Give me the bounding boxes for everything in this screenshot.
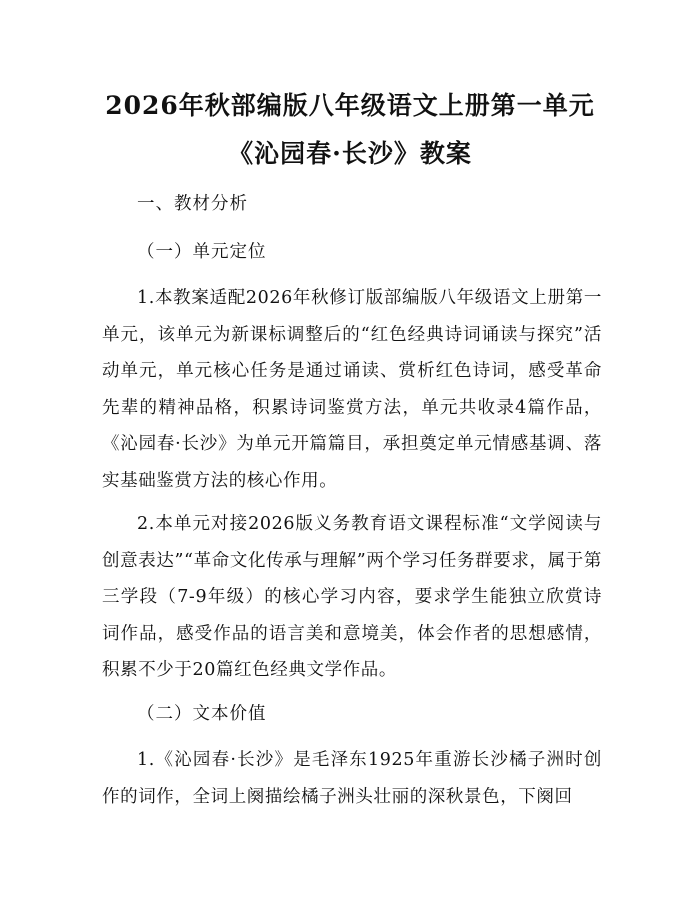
document-title-line-1: 2026年秋部编版八年级语文上册第一单元 (105, 91, 595, 120)
subsection-heading-unit-positioning: （一）单元定位 (137, 242, 267, 262)
paragraph-text-value-1: 1.《沁园春·长沙》是毛泽东1925年重游长沙橘子洲时创作的词作，全词上阕描绘橘子洲头壮丽的深秋景色，下阕回 (102, 750, 602, 807)
document-title-line-2: 《沁园春·长沙》教案 (228, 139, 472, 168)
paragraph-unit-positioning-2: 2.本单元对接2026版义务教育语文课程标准“文学阅读与创意表达”“革命文化传承与理解”两个学习任务群要求，属于第三学段（7-9年级）的核心学习内容，要求学生能独立欣赏诗词作品，感受作品的语言美和意境美，体会作者的思想感情，积累不少于20篇红色经典文学作品。 (102, 514, 602, 680)
subsection-heading-text-value: （二）文本价值 (137, 704, 267, 724)
section-heading-teaching-material-analysis: 一、教材分析 (137, 194, 248, 214)
paragraph-unit-positioning-1: 1.本教案适配2026年秋修订版部编版八年级语文上册第一单元，该单元为新课标调整后的“红色经典诗词诵读与探究”活动单元，单元核心任务是通过诵读、赏析红色诗词，感受革命先辈的精神品格，积累诗词鉴赏方法，单元共收录4篇作品，《沁园春·长沙》为单元开篇篇目，承担奠定单元情感基调、落实基础鉴赏方法的核心作用。 (102, 288, 602, 491)
